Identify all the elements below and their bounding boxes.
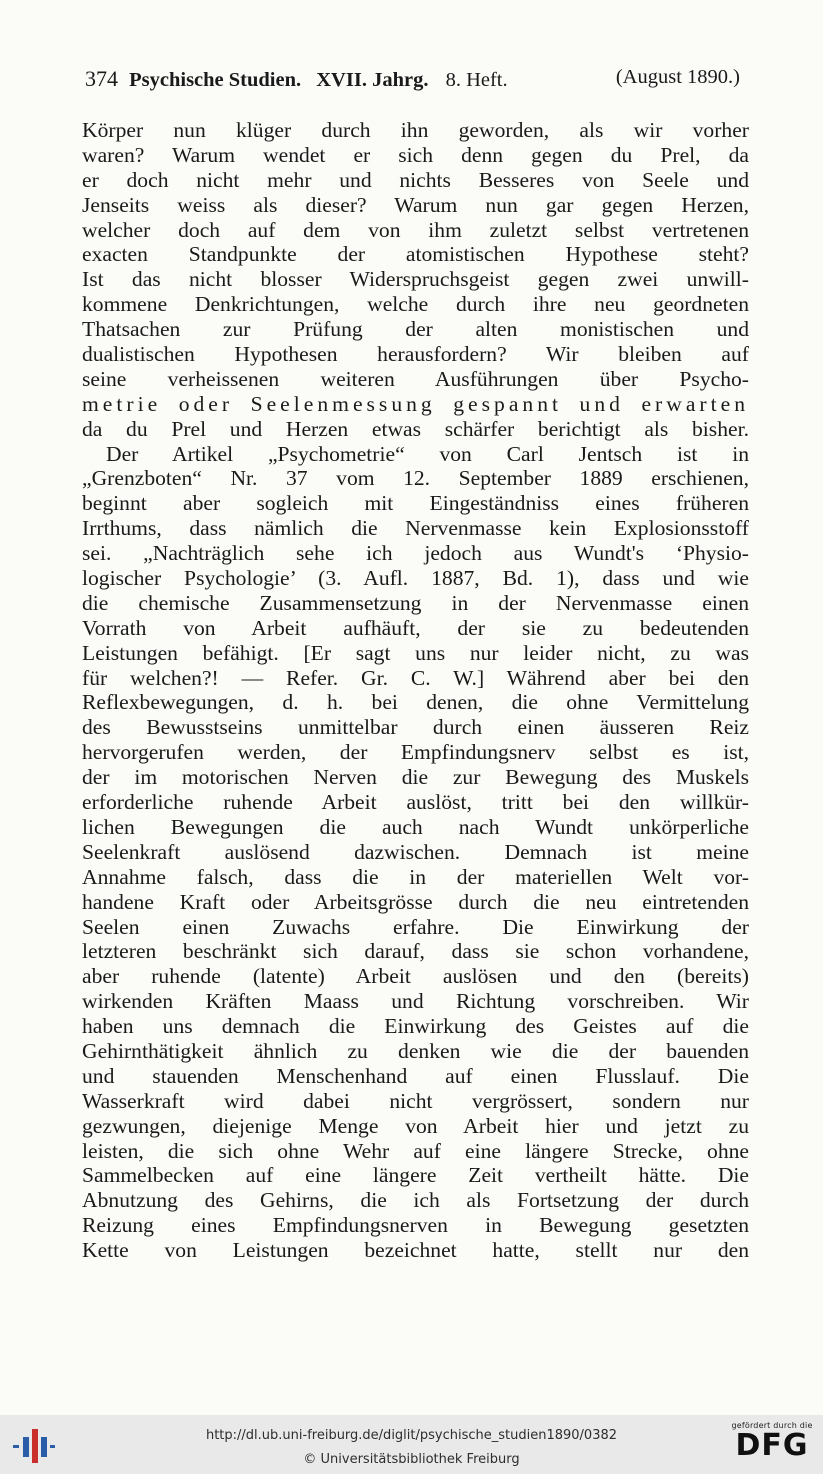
text-line: Reflexbewegungen, d. h. bei denen, die ohne Vermittelung (82, 690, 749, 715)
text-line: sei. „Nachträglich sehe ich jedoch aus Wundt's ‘Physio- (82, 541, 749, 566)
text-line: er doch nicht mehr und nichts Besseres von Seele und (82, 167, 749, 192)
text-line: für welchen?! — Refer. Gr. C. W.] Während aber bei den (82, 665, 749, 690)
text-line: wirkenden Kräften Maass und Richtung vorschreiben. Wir (82, 989, 749, 1014)
text-line: und stauenden Menschenhand auf einen Flusslauf. Die (82, 1063, 749, 1088)
text-line: handene Kraft oder Arbeitsgrösse durch die neu eintretenden (82, 889, 749, 914)
text-line: Jenseits weiss als dieser? Warum nun gar gegen Herzen, (82, 192, 749, 217)
text-line: Thatsachen zur Prüfung der alten monistischen und (82, 317, 749, 342)
text-line: gezwungen, diejenige Menge von Arbeit hier und jetzt zu (82, 1113, 749, 1138)
text-line: waren? Warum wendet er sich denn gegen du Prel, da (82, 142, 749, 167)
text-line: beginnt aber sogleich mit Eingeständniss eines früheren (82, 491, 749, 516)
text-line: metrie oder Seelenmessung gespannt und erwarten (82, 391, 749, 416)
text-line: Sammelbecken auf eine längere Zeit vertheilt hätte. Die (82, 1163, 749, 1188)
text-line: da du Prel und Herzen etwas schärfer berichtigt als bisher. (82, 416, 749, 441)
text-line: Kette von Leistungen bezeichnet hatte, stellt nur den (82, 1238, 749, 1263)
text-line: logischer Psychologie’ (3. Aufl. 1887, Bd. 1), dass und wie (82, 566, 749, 591)
dfg-wordmark: DFG (735, 1428, 809, 1463)
text-line: Ist das nicht blosser Widerspruchsgeist gegen zwei unwill- (82, 267, 749, 292)
dfg-logo (728, 1421, 816, 1469)
text-line: „Grenzboten“ Nr. 37 vom 12. September 1889 erschienen, (82, 466, 749, 491)
text-line: Reizung eines Empfindungsnerven in Bewegung gesetzten (82, 1213, 749, 1238)
volume-year: XVII. Jahrg. (316, 69, 429, 91)
text-line: die chemische Zusammensetzung in der Nervenmasse einen (82, 590, 749, 615)
dfg-caption: gefördert durch die (731, 1421, 813, 1430)
text-line: aber ruhende (latente) Arbeit auslösen und den (bereits) (82, 964, 749, 989)
text-line: Annahme falsch, dass die in der materiellen Welt vor- (82, 864, 749, 889)
text-line: seine verheissenen weiteren Ausführungen über Psycho- (82, 366, 749, 391)
text-line: Körper nun klüger durch ihn geworden, als wir vorher (82, 118, 749, 142)
text-line: exacten Standpunkte der atomistischen Hypothese steht? (82, 242, 749, 267)
copyright-notice: © Universitätsbibliothek Freiburg (303, 1452, 520, 1467)
text-line: Leistungen befähigt. [Er sagt uns nur leider nicht, zu was (82, 640, 749, 665)
text-line: Wasserkraft wird dabei nicht vergrössert, sondern nur (82, 1088, 749, 1113)
text-line: Der Artikel „Psychometrie“ von Carl Jentsch ist in (106, 441, 749, 466)
running-header (85, 66, 740, 92)
text-line: letzteren beschränkt sich darauf, dass sie schon vorhandene, (82, 939, 749, 964)
text-line: welcher doch auf dem von ihm zuletzt selbst vertretenen (82, 217, 749, 242)
journal-title: Psychische Studien. (129, 69, 302, 91)
text-line: erforderliche ruhende Arbeit auslöst, tritt bei den willkür- (82, 790, 749, 815)
page-number: 374 (85, 66, 118, 91)
text-line: des Bewusstseins unmittelbar durch einen äusseren Reiz (82, 715, 749, 740)
issue-date: (August 1890.) (615, 66, 740, 88)
text-line: der im motorischen Nerven die zur Bewegung des Muskels (82, 765, 749, 790)
text-line: Vorrath von Arbeit aufhäuft, der sie zu bedeutenden (82, 615, 749, 640)
text-line: lichen Bewegungen die auch nach Wundt unkörperliche (82, 814, 749, 839)
body-text (82, 118, 749, 1263)
text-line: Irrthums, dass nämlich die Nervenmasse kein Explosionsstoff (82, 516, 749, 541)
text-line: Seelen einen Zuwachs erfahre. Die Einwirkung der (82, 914, 749, 939)
text-line: Gehirnthätigkeit ähnlich zu denken wie die der bauenden (82, 1038, 749, 1063)
text-line: hervorgerufen werden, der Empfindungsnerv selbst es ist, (82, 740, 749, 765)
text-line: kommene Denkrichtungen, welche durch ihre neu geordneten (82, 292, 749, 317)
text-line: leisten, die sich ohne Wehr auf eine längere Strecke, ohne (82, 1138, 749, 1163)
text-line: Seelenkraft auslösend dazwischen. Demnach ist meine (82, 839, 749, 864)
text-line: Abnutzung des Gehirns, die ich als Fortsetzung der durch (82, 1188, 749, 1213)
issue-number: 8. Heft. (445, 69, 508, 91)
permalink-url[interactable]: http://dl.ub.uni-freiburg.de/diglit/psychische_studien1890/0382 (205, 1428, 618, 1443)
text-line: haben uns demnach die Einwirkung des Geistes auf die (82, 1014, 749, 1039)
text-line: dualistischen Hypothesen herausfordern? Wir bleiben auf (82, 342, 749, 367)
